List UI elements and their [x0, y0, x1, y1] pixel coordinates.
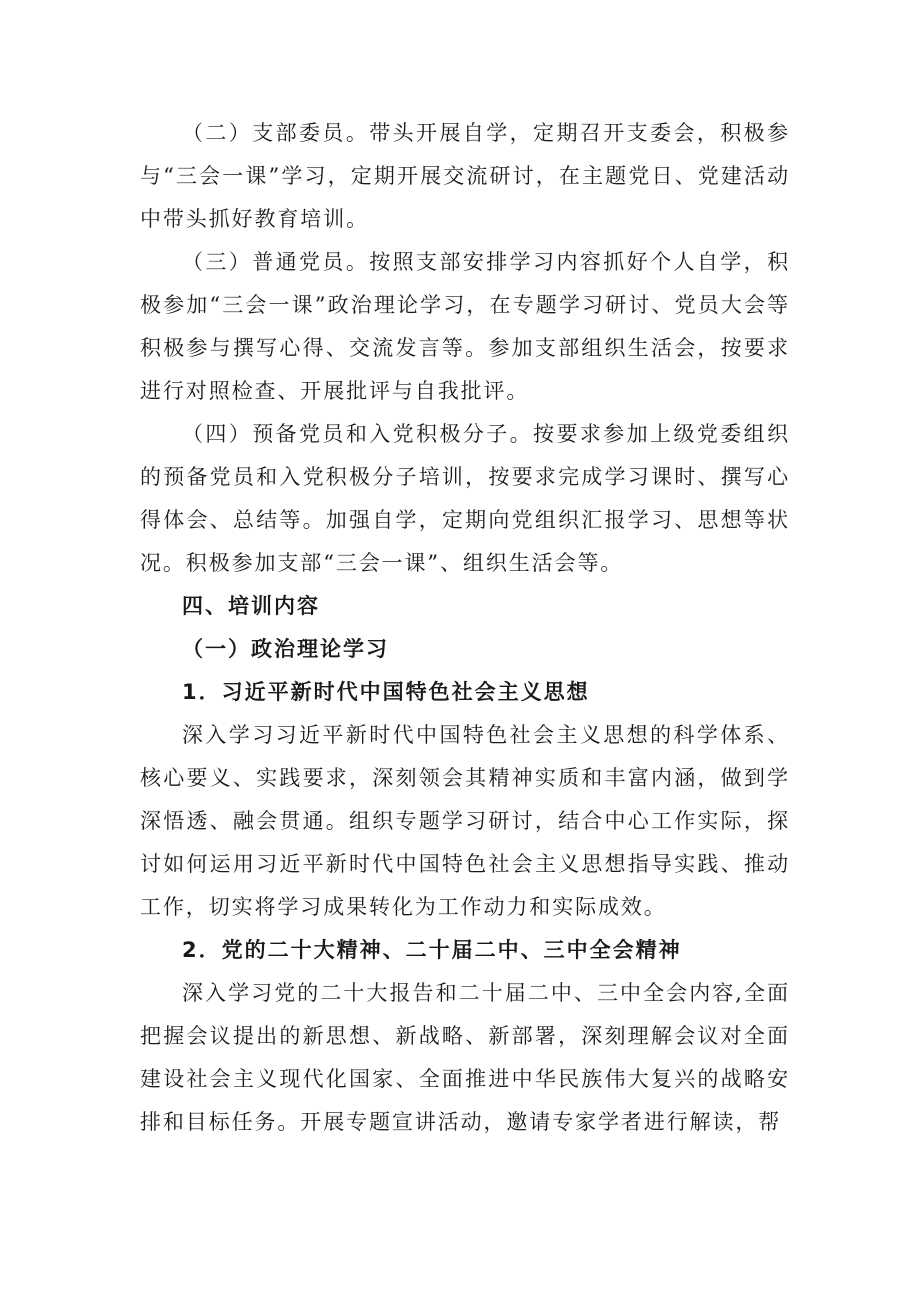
- item-heading-2: 2．党的二十大精神、二十届二中、三中全会精神: [182, 938, 682, 962]
- paragraph-probationary-members: （四）预备党员和入党积极分子。按要求参加上级党委组织的预备党员和入党积极分子培训，按要求完成学习课时、撰写心得体会、总结等。加强自学，定期向党组织汇报学习、思想等状况。积极参加支部“三会一课”、组织生活会等。: [140, 422, 790, 575]
- paragraph-ordinary-members: （三）普通党员。按照支部安排学习内容抓好个人自学，积极参加“三会一课”政治理论学习，在专题学习研讨、党员大会等积极参与撰写心得、交流发言等。参加支部组织生活会，按要求进行对照检查、开展批评与自我批评。: [140, 250, 790, 403]
- item-text-2: 深入学习党的二十大报告和二十届二中、三中全会内容,全面把握会议提出的新思想、新战略、新部署，深刻理解会议对全面建设社会主义现代化国家、全面推进中华民族伟大复兴的战略安排和目标任务。开展专题宣讲活动，邀请专家学者进行解读，帮: [140, 981, 790, 1134]
- document-body: [140, 112, 790, 1144]
- item-heading-1: 1．习近平新时代中国特色社会主义思想: [182, 680, 590, 704]
- section-heading-training-content: 四、培训内容: [182, 594, 320, 618]
- paragraph-branch-committee: （二）支部委员。带头开展自学，定期召开支委会，积极参与“三会一课”学习，定期开展交流研讨，在主题党日、党建活动中带头抓好教育培训。: [140, 121, 790, 231]
- item-text-1: 深入学习习近平新时代中国特色社会主义思想的科学体系、核心要义、实践要求，深刻领会其精神实质和丰富内涵，做到学深悟透、融会贯通。组织专题学习研讨，结合中心工作实际，探讨如何运用习近平新时代中国特色社会主义思想指导实践、推动工作，切实将学习成果转化为工作动力和实际成效。: [140, 723, 790, 919]
- subsection-heading-political-theory: （一）政治理论学习: [182, 637, 389, 661]
